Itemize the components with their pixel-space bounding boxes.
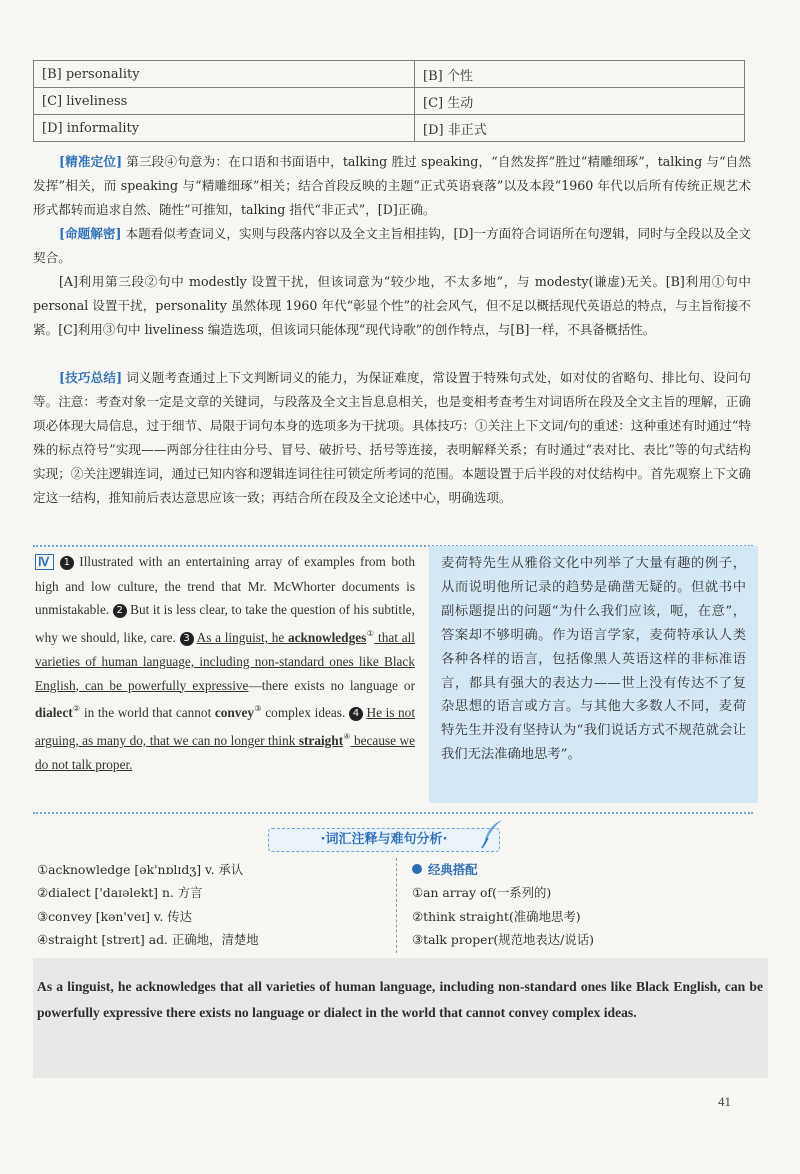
sentence-4-part: He is not arguing, as many do, that we can no longer think bbox=[35, 705, 416, 748]
sentence-number: 1 bbox=[60, 556, 74, 570]
option-en: [B] personality bbox=[34, 61, 415, 88]
footnote-marker: ③ bbox=[254, 704, 262, 714]
translation-box bbox=[429, 546, 758, 803]
tag-positioning: [精准定位] bbox=[59, 154, 123, 169]
sentence-2: But it is less clear, to take the question of his subtitle, why we should, like, care. bbox=[35, 602, 415, 646]
sentence-4-part: because we do not talk proper. bbox=[35, 732, 416, 772]
sentence-3-part: As a linguist, he bbox=[196, 630, 288, 646]
collocation-list bbox=[412, 858, 752, 952]
footnote-marker: ② bbox=[72, 704, 81, 714]
analysis-distractors bbox=[33, 270, 751, 342]
footnote-marker: ④ bbox=[343, 731, 351, 741]
decode-text: 本题看似考查词义，实则与段落内容以及全文主旨相挂钩，[D]一方面符合词语所在句逻辑，同时与全段以及全文契合。 bbox=[33, 226, 751, 265]
table-row bbox=[34, 88, 745, 115]
distractors-text: [A]利用第三段②句中 modestly 设置干扰，但该词意为“较少地，不太多地”，与 modesty(谦虚)无关。[B]利用①句中 personal 设置干扰，personality 虽然体现 1960 年代“彰显个性”的社会风气，但不足以概括现代英语总的特点，与主旨衔接不紧。[C]利用③句中 liveliness 编造选项，但该词只能体现“现代诗歌”的创作特点，与[B]一样，不具备概括性。 bbox=[33, 274, 751, 337]
translation-text: 麦荷特先生从雅俗文化中列举了大量有趣的例子，从而说明他所记录的趋势是确凿无疑的。但就书中副标题提出的问题“为什么我们应该，呃，在意”，答案却不够明确。作为语言学家，麦荷特承认人类各种各样的语言，包括像黑人英语这样的非标准语言，都具有强大的表达力——世上没有传达不了复杂思想的语言或方言。与其他大多数人不同，麦荷特先生并没有坚持认为“我们说话方式不规范就会让我们无法准确地思考”。 bbox=[441, 556, 746, 763]
positioning-text: 第三段④句意为：在口语和书面语中，talking 胜过 speaking，“自然发挥”胜过“精雕细琢”，talking 与“自然发挥”相关，而 speaking 与“精雕细琢”相关；结合首段反映的主题“正式英语衰落”以及本段“1960 年代以后所有传统正规艺术形式都转而追求自然、随性”可推知，talking 指代“非正式”，[D]正确。 bbox=[33, 154, 751, 217]
vocab-item: ①acknowledge [ək'nɒlɪdʒ] v. 承认 bbox=[37, 862, 244, 877]
sentence-1: Illustrated with an entertaining array of examples from both high and low culture, the trend that Mr. McWhorter documents is unmistakable. bbox=[35, 554, 416, 618]
divider bbox=[33, 812, 753, 814]
options-table bbox=[33, 60, 745, 142]
option-en: [D] informality bbox=[34, 115, 415, 142]
analysis-decode bbox=[33, 222, 751, 270]
table-row bbox=[34, 61, 745, 88]
analysis-tips bbox=[33, 366, 751, 510]
feather-pen-icon bbox=[478, 818, 506, 850]
option-cn: [B] 个性 bbox=[415, 61, 745, 88]
vocab-item: ③convey [kən'veɪ] v. 传达 bbox=[37, 908, 193, 924]
table-row bbox=[34, 115, 745, 142]
sentence-3-part: —there exists no language or bbox=[248, 677, 415, 693]
paragraph-label: Ⅳ bbox=[35, 554, 54, 570]
sentence-number: 2 bbox=[113, 604, 127, 618]
collocation-item: ①an array of(一系列的) bbox=[412, 885, 552, 901]
keyword-acknowledges: acknowledges bbox=[287, 630, 367, 646]
vocab-item: ④straight [streɪt] ad. 正确地，清楚地 bbox=[37, 932, 259, 948]
tips-text: 词义题考查通过上下文判断词义的能力，为保证难度，常设置于特殊句式处，如对仗的省略句、排比句、设问句等。注意：考查对象一定是文章的关键词，与段落及全文主旨息息相关，也是变相考查考生对词语所在段及全文主旨的理解，正确项必体现大局信息，过于细节、局限于词句本身的选项多为干扰项。具体技巧：①关注上下文词/句的重述：这种重述有时通过“特殊的标点符号”实现——两部分往往由分号、冒号、破折号、括号等连接，表明解释关系；有时通过“表对比、表比”等的句式结构实现；②关注逻辑连词，通过已知内容和逻辑连词往往可锁定所考词的范围。本题设置于后半段的对仗结构中。首先观察上下文确定这一结构，推知前后表达意思应该一致；再结合所在段及全文论述中心，明确选项。 bbox=[33, 370, 751, 505]
sentence-analysis-text: As a linguist, he acknowledges that all varieties of human language, including non-standard ones like Black English, can be powerfully expressive there exists no language or dialect in the world that cannot convey complex ideas. bbox=[37, 979, 763, 1020]
collocation-title: 经典搭配 bbox=[428, 862, 478, 877]
page-number: 41 bbox=[718, 1094, 731, 1109]
sentence-number: 4 bbox=[349, 707, 363, 721]
keyword-convey: convey bbox=[214, 705, 254, 721]
sentence-3-part: complex ideas. bbox=[261, 705, 346, 721]
tag-decode: [命题解密] bbox=[59, 226, 122, 241]
option-cn: [C] 生动 bbox=[415, 88, 745, 115]
footnote-marker: ① bbox=[366, 629, 375, 639]
collocation-item: ②think straight(准确地思考) bbox=[412, 908, 581, 924]
collocation-header bbox=[412, 858, 752, 881]
vocab-item: ②dialect ['daɪəlekt] n. 方言 bbox=[37, 885, 203, 901]
column-divider bbox=[396, 858, 397, 953]
passage-paragraph bbox=[35, 550, 415, 776]
sentence-3-part: in the world that cannot bbox=[80, 705, 215, 721]
sentence-3-part: that all varieties of human language, including non-standard ones like Black English, can be powerfully expressive bbox=[35, 630, 415, 693]
collocation-item: ③talk proper(规范地表达/说话) bbox=[412, 932, 594, 948]
option-en: [C] liveliness bbox=[34, 88, 415, 115]
tag-tips: [技巧总结] bbox=[59, 370, 123, 385]
option-cn: [D] 非正式 bbox=[415, 115, 745, 142]
sentence-number: 3 bbox=[180, 632, 194, 646]
keyword-dialect: dialect bbox=[35, 705, 73, 721]
vocab-list bbox=[37, 858, 387, 952]
keyword-straight: straight bbox=[298, 732, 344, 748]
vocab-section-title: ·词汇注释与难句分析· bbox=[268, 828, 500, 852]
bullet-icon bbox=[412, 864, 422, 874]
analysis-positioning bbox=[33, 150, 751, 222]
